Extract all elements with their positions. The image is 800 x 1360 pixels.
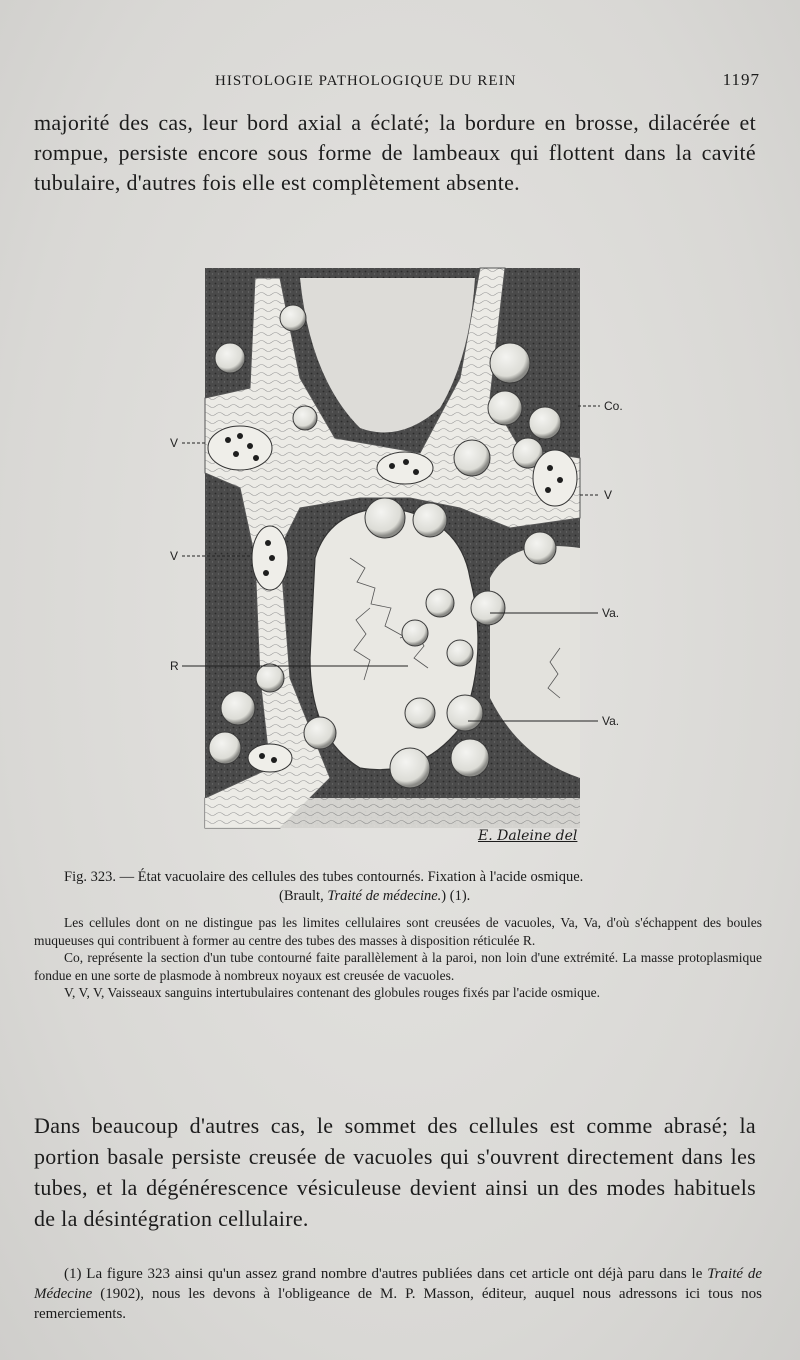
label-co: Co. [604, 399, 623, 413]
caption-notes [34, 914, 762, 1002]
artist-signature: E. Daleine del [478, 828, 578, 844]
caption-title: — État vacuolaire des cellules des tubes contournés. Fixation à l'acide osmique. [119, 869, 584, 885]
caption-note-1: Les cellules dont on ne distingue pas les limites cellulaires sont creusées de vacuoles, Va, Va, d'où s'échappent des boules muqueuses qui contribuent à former au centre des tubes des masses à disposition réticulée R. [34, 915, 762, 948]
label-v-right: V [604, 488, 613, 502]
page-number: 1197 [722, 70, 760, 89]
footnote-prefix: (1) La figure 323 ainsi qu'un assez grand nombre d'autres publiées dans cet article ont déjà paru dans le [64, 1266, 703, 1282]
caption-source [34, 887, 762, 906]
paragraph-bottom: Dans beaucoup d'autres cas, le sommet des cellules est comme abrasé; la portion basale persiste creusée de vacuoles qui s'ouvrent directement dans les tubes, et la dégénérescence vésiculeuse devient ainsi un des modes habituels de la désintégration cellulaire. [34, 1113, 756, 1231]
figure-illustration [160, 258, 640, 858]
caption-fig-label: Fig. 323. [64, 869, 116, 885]
figure-caption [34, 868, 762, 1002]
footnote [34, 1264, 762, 1324]
footnote-title: Traité de Médecine [34, 1266, 762, 1302]
label-v-left-mid: V [170, 549, 179, 563]
tissue-block [205, 268, 580, 828]
caption-note-2: Co, représente la section d'un tube contourné faite parallèlement à la paroi, non loin d'une extrémité. La masse protoplasmique fondue en une sorte de plasmode à nombreux noyaux est creusée de vacuoles. [34, 950, 762, 983]
label-va-lower: Va. [602, 714, 620, 728]
paragraph-top: majorité des cas, leur bord axial a éclaté; la bordure en brosse, dilacérée et rompue, persiste encore sous forme de lambeaux qui flottent dans la cavité tubulaire, d'autres fois elle est complètement absente. [34, 110, 756, 195]
caption-source-suffix: ) (1). [441, 888, 471, 904]
caption-line [34, 868, 762, 887]
label-r: R [170, 659, 179, 673]
histology-figure [160, 258, 640, 858]
running-header [215, 70, 760, 90]
caption-source-prefix: (Brault, [279, 888, 324, 904]
label-v-left-top: V [170, 436, 179, 450]
running-title: HISTOLOGIE PATHOLOGIQUE DU REIN [215, 73, 517, 89]
label-va-upper: Va. [602, 606, 620, 620]
caption-note-3: V, V, V, Vaisseaux sanguins intertubulaires contenant des globules rouges fixés par l'acide osmique. [64, 985, 600, 1000]
footnote-suffix: (1902), nous les devons à l'obligeance de M. P. Masson, éditeur, auquel nous adressons ici tous nos remerciements. [34, 1286, 762, 1322]
caption-source-title: Traité de médecine. [327, 888, 442, 904]
